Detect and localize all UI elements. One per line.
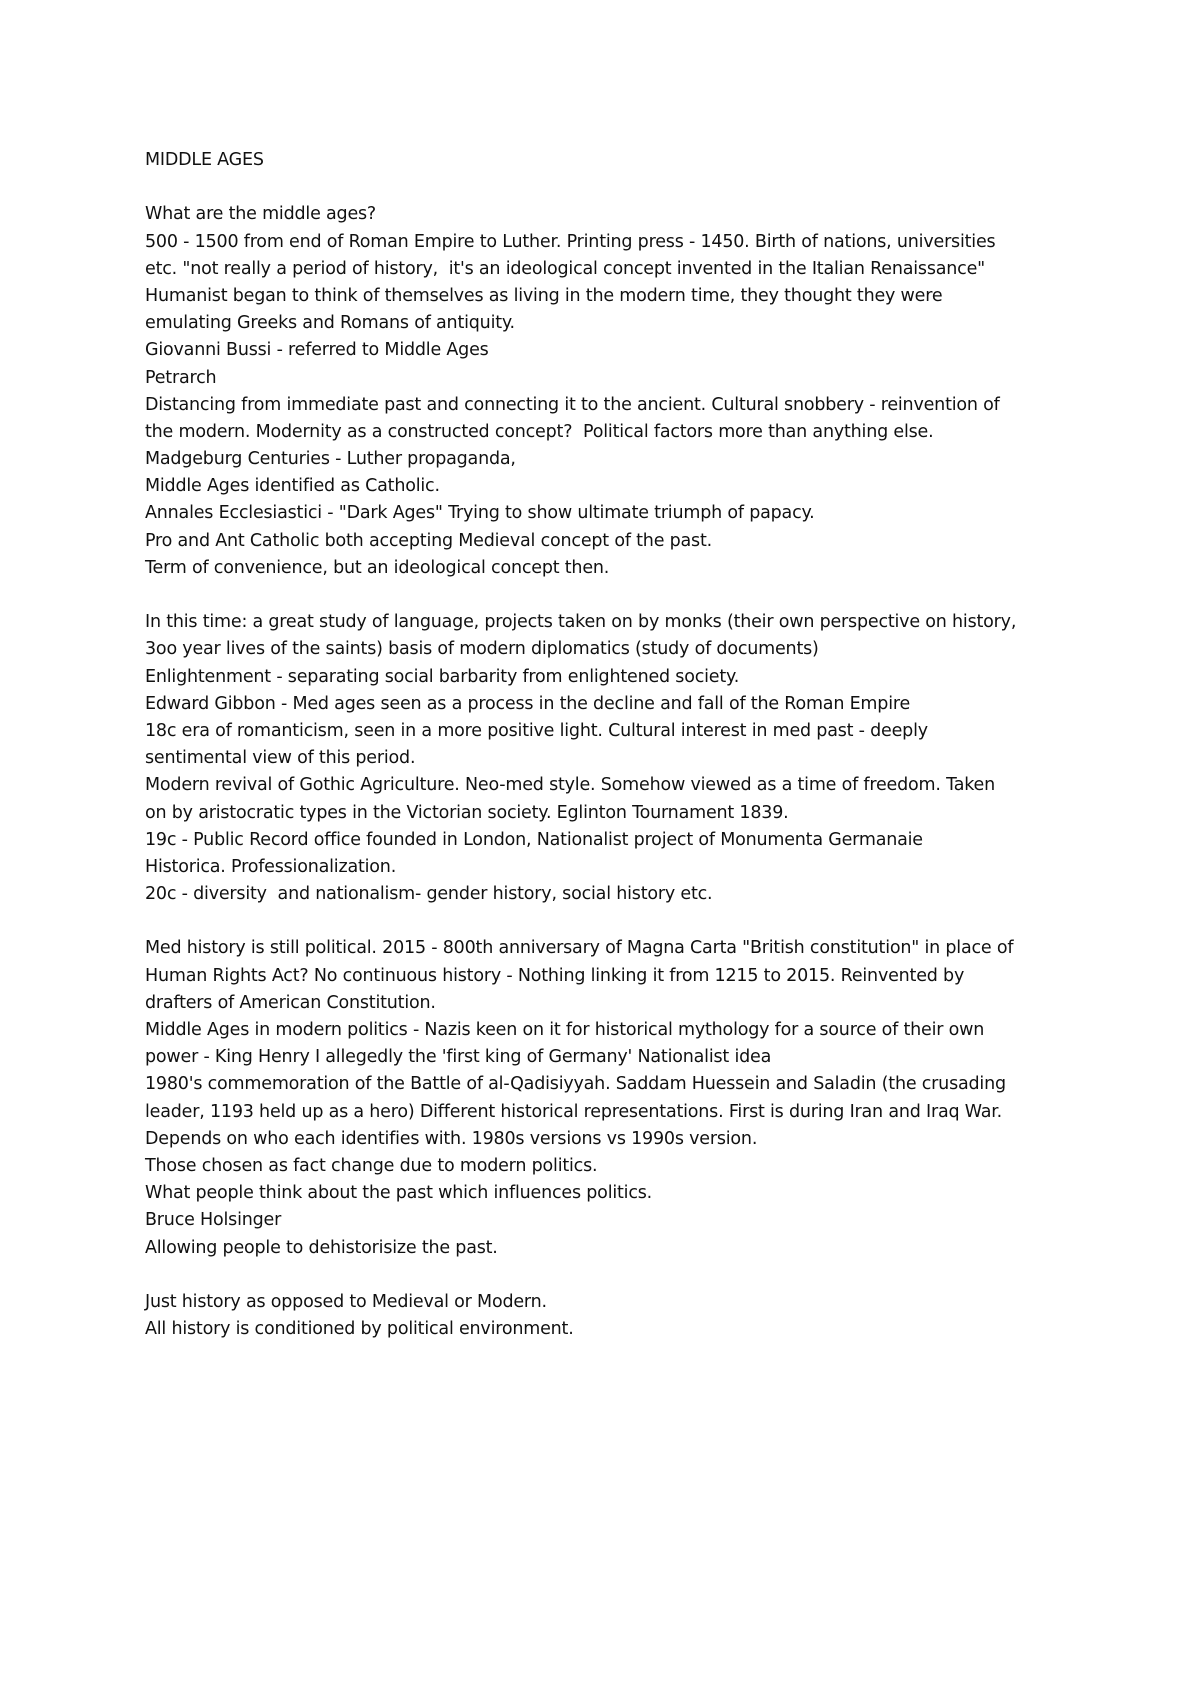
section-med-history-political [145, 935, 1085, 1261]
text-line: Those chosen as fact change due to modern politics. [145, 1155, 598, 1176]
text-line: power - King Henry I allegedly the 'first king of Germany' Nationalist idea [145, 1047, 772, 1068]
text-line: Just history as opposed to Medieval or Modern. [145, 1291, 547, 1312]
text-line: Madgeburg Centuries - Luther propaganda, [145, 449, 516, 470]
text-line: on by aristocratic types in the Victorian society. Eglinton Tournament 1839. [145, 802, 789, 823]
text-line: Enlightenment - separating social barbarity from enlightened society. [145, 666, 740, 687]
text-line: Middle Ages identified as Catholic. [145, 476, 440, 497]
section-what-are-middle-ages [145, 201, 1085, 582]
text-line: leader, 1193 held up as a hero) Different historical representations. First is during Iran and Iraq War. [145, 1101, 1003, 1122]
text-line: Term of convenience, but an ideological concept then. [145, 557, 610, 578]
text-line: Depends on who each identifies with. 1980s versions vs 1990s version. [145, 1128, 758, 1149]
text-line: 19c - Public Record office founded in London, Nationalist project of Monumenta Germanaie [145, 829, 923, 850]
text-line: 20c - diversity and nationalism- gender history, social history etc. [145, 884, 713, 905]
text-line: 500 - 1500 from end of Roman Empire to Luther. Printing press - 1450. Birth of nations, universities [145, 231, 996, 252]
text-line: Pro and Ant Catholic both accepting Medieval concept of the past. [145, 530, 713, 551]
text-line: What people think about the past which influences politics. [145, 1183, 653, 1204]
text-line: Petrarch [145, 367, 217, 388]
text-line: All history is conditioned by political environment. [145, 1319, 574, 1340]
text-line: Bruce Holsinger [145, 1210, 282, 1231]
text-line: sentimental view of this period. [145, 748, 416, 769]
text-line: Giovanni Bussi - referred to Middle Ages [145, 340, 489, 361]
text-line: What are the middle ages? [145, 204, 377, 225]
text-line: 1980's commemoration of the Battle of al-Qadisiyyah. Saddam Huessein and Saladin (the crusading [145, 1074, 1006, 1095]
text-line: Distancing from immediate past and connecting it to the ancient. Cultural snobbery - reinvention of [145, 394, 1000, 415]
paragraph-spacer [145, 174, 1085, 201]
text-line: In this time: a great study of language, projects taken on by monks (their own perspective on history, [145, 612, 1017, 633]
document-title: MIDDLE AGES [145, 150, 264, 170]
text-line: Historica. Professionalization. [145, 856, 397, 877]
text-line: Humanist began to think of themselves as living in the modern time, they thought they were [145, 285, 943, 306]
document-body [145, 147, 1085, 1343]
text-line: emulating Greeks and Romans of antiquity. [145, 313, 515, 334]
text-line: Human Rights Act? No continuous history - Nothing linking it from 1215 to 2015. Reinvented by [145, 965, 965, 986]
paragraph-spacer [145, 1262, 1085, 1289]
paragraph-spacer [145, 908, 1085, 935]
section-just-history [145, 1289, 1085, 1343]
text-line: Annales Ecclesiastici - "Dark Ages" Trying to show ultimate triumph of papacy. [145, 503, 815, 524]
text-line: Middle Ages in modern politics - Nazis keen on it for historical mythology for a source of their own [145, 1020, 985, 1040]
text-line: 18c era of romanticism, seen in a more positive light. Cultural interest in med past - deeply [145, 720, 928, 741]
paragraph-spacer [145, 582, 1085, 609]
text-line: etc. "not really a period of history, it's an ideological concept invented in the Italian Renaissance" [145, 258, 986, 279]
text-line: Modern revival of Gothic Agriculture. Neo-med style. Somehow viewed as a time of freedom. Taken [145, 775, 996, 796]
text-line: 3oo year lives of the saints) basis of modern diplomatics (study of documents) [145, 639, 819, 660]
text-line: the modern. Modernity as a constructed concept? Political factors more than anything else. [145, 421, 934, 442]
text-line: Allowing people to dehistorisize the past. [145, 1237, 498, 1258]
text-line: drafters of American Constitution. [145, 992, 436, 1013]
section-in-this-time [145, 609, 1085, 908]
text-line: Edward Gibbon - Med ages seen as a process in the decline and fall of the Roman Empire [145, 693, 911, 714]
text-line: Med history is still political. 2015 - 800th anniversary of Magna Carta "British constitution" in place of [145, 938, 1014, 959]
